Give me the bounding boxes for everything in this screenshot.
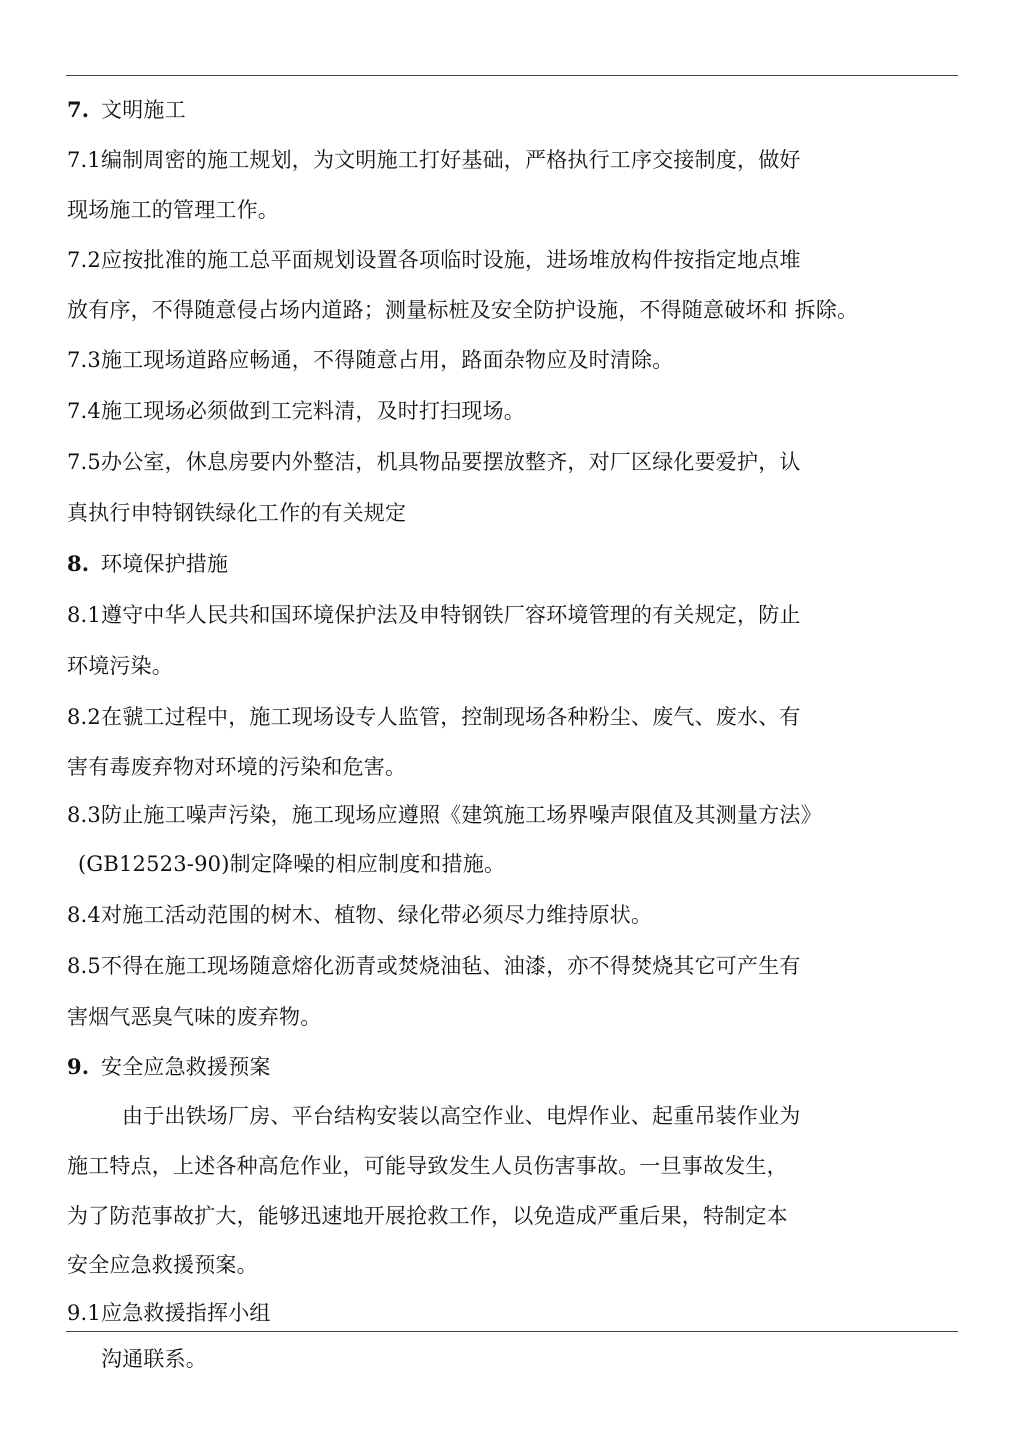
header-rule: [66, 75, 958, 76]
paragraph-line: 害有毒废弃物对环境的污染和危害。: [67, 755, 407, 779]
section-title: 文明施工: [101, 98, 186, 122]
paragraph-line: 7.1编制周密的施工规划，为文明施工打好基础，严格执行工序交接制度，做好: [67, 148, 801, 172]
paragraph-line: 8.2在虢工过程中，施工现场设专人监管，控制现场各种粉尘、废气、废水、有: [67, 705, 801, 729]
paragraph-line: 安全应急救援预案。: [67, 1253, 258, 1277]
paragraph-line: 害烟气恶臭气味的废弃物。: [67, 1005, 322, 1029]
section-number: 7.: [67, 97, 90, 122]
paragraph-line: 施工特点，上述各种高危作业，可能导致发生人员伤害事故。一旦事故发生，: [67, 1154, 788, 1178]
paragraph-line: 由于出铁场厂房、平台结构安装以高空作业、电焊作业、起重吊装作业为: [122, 1104, 801, 1128]
paragraph-line: 真执行申特钢铁绿化工作的有关规定: [67, 501, 407, 525]
paragraph-line: 8.1遵守中华人民共和国环境保护法及申特钢铁厂容环境管理的有关规定，防止: [67, 603, 801, 627]
section-number: 9.: [67, 1054, 90, 1079]
paragraph-line: 8.5不得在施工现场随意熔化沥青或焚烧油毡、油漆，亦不得焚烧其它可产生有: [67, 954, 801, 978]
footer-rule: [66, 1331, 958, 1332]
section-7-heading: [67, 95, 186, 125]
paragraph-line: 放有序，不得随意侵占场内道路；测量标桩及安全防护设施，不得随意破坏和 拆除。: [67, 298, 859, 322]
paragraph-line: 7.4施工现场必须做到工完料清，及时打扫现场。: [67, 399, 525, 423]
paragraph-line: 7.5办公室，休息房要内外整洁，机具物品要摆放整齐，对厂区绿化要爱护，认: [67, 450, 801, 474]
paragraph-line: 7.3施工现场道路应畅通，不得随意占用，路面杂物应及时清除。: [67, 348, 674, 372]
section-title: 环境保护措施: [101, 552, 229, 576]
paragraph-line: (GB12523-90)制定降噪的相应制度和措施。: [78, 852, 506, 876]
section-9-heading: [67, 1052, 271, 1082]
paragraph-line: 8.3防止施工噪声污染，施工现场应遵照《建筑施工场界噪声限值及其测量方法》: [67, 803, 822, 827]
section-title: 安全应急救援预案: [101, 1055, 271, 1079]
paragraph-line: 为了防范事故扩大，能够迅速地开展抢救工作，以免造成严重后果，特制定本: [67, 1204, 788, 1228]
section-8-heading: [67, 549, 228, 579]
paragraph-line: 现场施工的管理工作。: [67, 198, 279, 222]
section-number: 8.: [67, 551, 90, 576]
paragraph-line: 7.2应按批准的施工总平面规划设置各项临时设施，进场堆放构件按指定地点堆: [67, 248, 801, 272]
paragraph-line: 8.4对施工活动范围的树木、植物、绿化带必须尽力维持原状。: [67, 903, 653, 927]
footer-fragment: 沟通联系。: [101, 1347, 207, 1371]
paragraph-line: 环境污染。: [67, 654, 173, 678]
paragraph-line: 9.1应急救援指挥小组: [67, 1301, 271, 1325]
